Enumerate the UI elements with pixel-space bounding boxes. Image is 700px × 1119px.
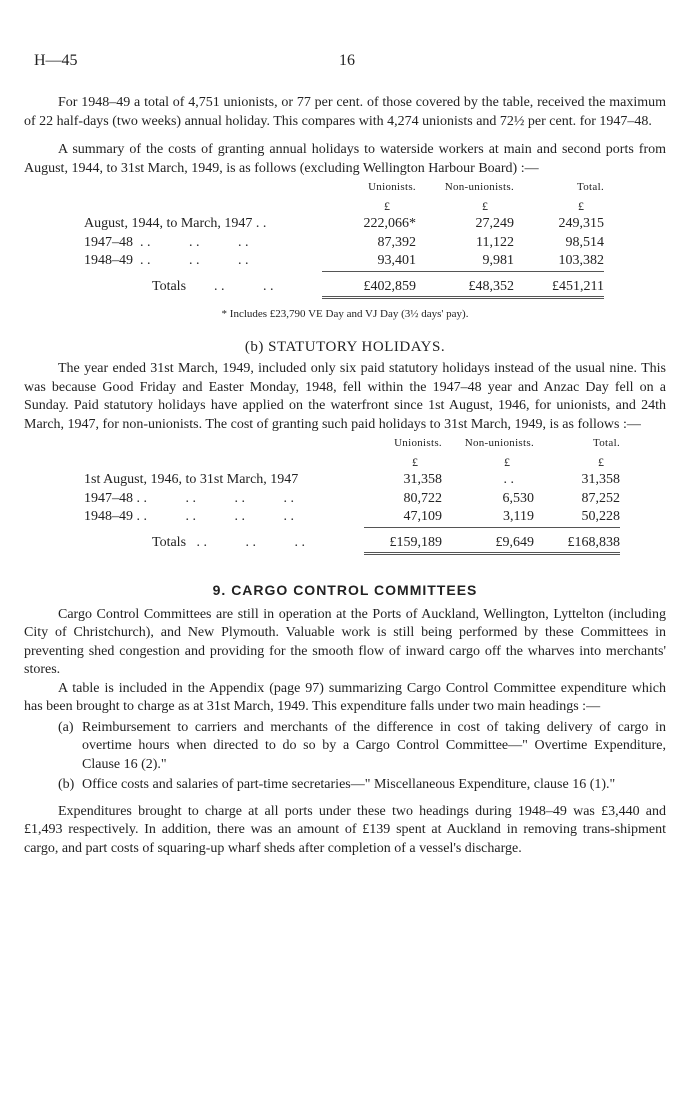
row-label: 1947–48 . . . . . . . . xyxy=(84,490,294,506)
currency-symbol: £ xyxy=(482,198,488,213)
section-heading-cargo-control: 9. CARGO CONTROL COMMITTEES xyxy=(212,582,478,598)
column-header: Total. xyxy=(593,437,620,449)
table-cell: . . xyxy=(503,472,514,487)
currency-symbol: £ xyxy=(598,454,604,469)
table-cell: 11,122 xyxy=(476,234,514,250)
list-item-text: Office costs and salaries of part-time secretaries—" Miscellaneous Expenditure, clause 16 (1)." xyxy=(82,777,616,792)
total-cell: £402,859 xyxy=(322,271,416,298)
list-item xyxy=(58,719,666,775)
total-cell: £9,649 xyxy=(442,527,534,554)
table-row xyxy=(84,234,604,253)
row-label: 1948–49 . . . . . . xyxy=(84,253,249,269)
paragraph-expenditure-totals: Expenditures brought to charge at all ports under these two headings during 1948–49 was £3,440 and £1,493 respectively. In addition, there was an amount of £139 spent at Auckland in removing trans-shipment cargo, and part costs of squaring-up wharf sheds after completion of a vessel's discharge. xyxy=(24,803,666,856)
row-label: 1st August, 1946, to 31st March, 1947 xyxy=(84,472,299,487)
table-cell: 103,382 xyxy=(558,253,604,268)
column-header: Unionists. xyxy=(394,437,442,449)
row-label: 1947–48 . . . . . . xyxy=(84,234,249,250)
column-header: Unionists. xyxy=(368,181,416,193)
currency-symbol: £ xyxy=(384,198,390,213)
column-header: Non-unionists. xyxy=(444,181,514,193)
list-item-label: (a) xyxy=(58,719,74,735)
column-header: Non-unionists. xyxy=(464,437,534,449)
statutory-holidays-table xyxy=(84,434,620,555)
table-cell: 80,722 xyxy=(403,490,442,506)
column-header: Total. xyxy=(577,181,604,193)
total-cell: £168,838 xyxy=(534,527,620,554)
total-cell: £451,211 xyxy=(514,271,604,298)
table-cell: 31,358 xyxy=(403,472,442,487)
paragraph-cargo-expenditure: A table is included in the Appendix (page 97) summarizing Cargo Control Committee expenditure which has been brought to charge as at 31st March, 1949. This expenditure falls under two main headings :— xyxy=(24,680,666,714)
table-cell: 50,228 xyxy=(581,509,620,524)
currency-symbol: £ xyxy=(504,454,510,469)
totals-label: Totals . . . . xyxy=(152,279,274,294)
total-cell: £48,352 xyxy=(416,271,514,298)
annual-holidays-table xyxy=(84,178,604,299)
table-footnote: * Includes £23,790 VE Day and VJ Day (3½ days' pay). xyxy=(221,308,469,320)
table-row xyxy=(84,252,604,271)
currency-symbol: £ xyxy=(412,454,418,469)
table-cell: 87,252 xyxy=(581,490,620,506)
paragraph-cargo-committees: Cargo Control Committees are still in operation at the Ports of Auckland, Wellington, Lyttelton (including City of Christchurch), and New Plymouth. Valuable work is still being performed by these Committees in preventing shed congestion and providing for the smooth flow of inward cargo off the wharves into merchants' stores. xyxy=(24,606,666,677)
paragraph-statutory-holidays: The year ended 31st March, 1949, included only six paid statutory holidays instead of the usual nine. This was because Good Friday and Easter Monday, 1948, fell within the 1947–48 year and Anzac Day fell on a Sunday. Paid statutory holidays have applied on the waterfront since 1st August, 1946, for unionists, and 24th March, 1947, for non-unionists. The cost of granting such paid holidays to 31st March, 1949, is as follows :— xyxy=(24,361,666,432)
table-row xyxy=(84,508,620,527)
table-cell: 9,981 xyxy=(482,253,514,268)
table-cell: 222,066* xyxy=(363,216,416,231)
table-cell: 93,401 xyxy=(377,253,416,268)
page-header xyxy=(34,52,664,72)
page-body xyxy=(24,94,666,858)
totals-row xyxy=(84,271,604,298)
table-cell: 3,119 xyxy=(503,509,534,524)
table-cell: 98,514 xyxy=(565,234,604,250)
paragraph-unionists-holiday: For 1948–49 a total of 4,751 unionists, or 77 per cent. of those covered by the table, received the maximum of 22 half-days (two weeks) annual holiday. This compares with 4,274 unionists and 72½ per cent. for 1947–48. xyxy=(24,95,666,129)
section-heading-statutory-holidays: (b) STATUTORY HOLIDAYS. xyxy=(244,338,446,355)
totals-row xyxy=(84,527,620,554)
table-cell: 6,530 xyxy=(502,490,534,506)
table-cell: 249,315 xyxy=(558,216,604,231)
paragraph-annual-holiday-summary: A summary of the costs of granting annual holidays to waterside workers at main and second ports from August, 1944, to 31st March, 1949, is as follows (excluding Wellington Harbour Board) :— xyxy=(24,142,666,176)
table-row xyxy=(84,471,620,490)
table-cell: 47,109 xyxy=(403,509,442,524)
page-number: 16 xyxy=(339,52,355,69)
table-cell: 31,358 xyxy=(581,472,620,487)
row-label: August, 1944, to March, 1947 . . xyxy=(84,216,267,231)
row-label: 1948–49 . . . . . . . . xyxy=(84,509,294,525)
list-item xyxy=(58,776,666,795)
list-item-label: (b) xyxy=(58,777,75,792)
list-item-text: Reimbursement to carriers and merchants of the difference in cost of taking delivery of cargo in overtime hours when directed to do so by a Cargo Control Committee—" Overtime Expenditure, Clause 16 (2)." xyxy=(82,719,666,772)
table-cell: 27,249 xyxy=(475,216,514,231)
report-reference: H—45 xyxy=(34,52,78,69)
table-cell: 87,392 xyxy=(377,234,416,250)
totals-label: Totals . . . . . . xyxy=(152,535,306,550)
total-cell: £159,189 xyxy=(364,527,442,554)
table-row xyxy=(84,490,620,509)
currency-symbol: £ xyxy=(578,198,584,213)
table-row xyxy=(84,215,604,234)
